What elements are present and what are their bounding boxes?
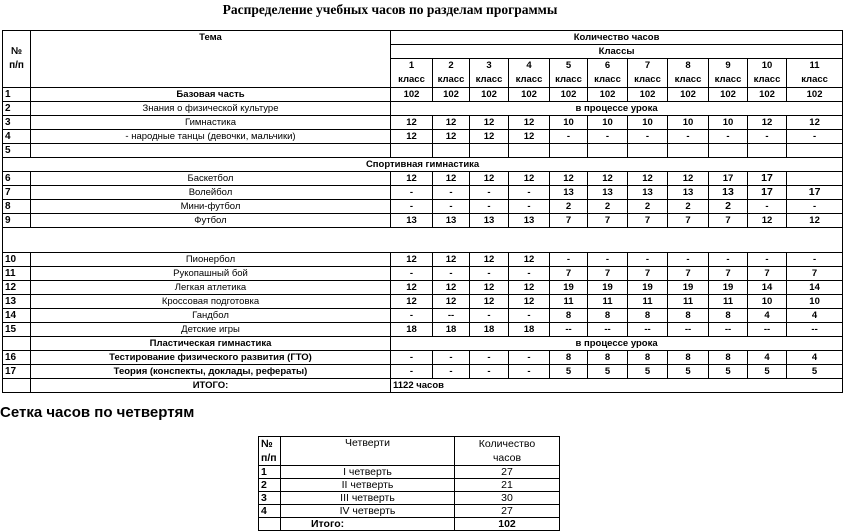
hours-cell: 12 [550, 172, 588, 186]
row-topic: Пионербол [31, 253, 391, 267]
hours-cell: 7 [588, 267, 628, 281]
hours-cell: - [550, 130, 588, 144]
table-row [3, 351, 843, 365]
hours-cell: 17 [748, 172, 787, 186]
hours-cell: 12 [433, 116, 470, 130]
hours-cell: 18 [470, 323, 509, 337]
hours-cell: - [748, 130, 787, 144]
hours-cell: 7 [709, 214, 748, 228]
hours-cell: - [668, 130, 709, 144]
hours-cell: - [628, 253, 668, 267]
table-row [3, 214, 843, 228]
quarter-name: II четверть [281, 479, 455, 492]
hours-cell: 13 [709, 186, 748, 200]
hours-cell: 11 [668, 295, 709, 309]
row-number: 15 [3, 323, 31, 337]
table-row [3, 267, 843, 281]
row-number: 6 [3, 172, 31, 186]
row-number: 17 [3, 365, 31, 379]
table-row [3, 365, 843, 379]
hours-cell: 4 [787, 309, 843, 323]
hours-cell: - [787, 200, 843, 214]
hours-cell: 19 [709, 281, 748, 295]
hours-cell: 12 [509, 130, 550, 144]
quarters-total-value: 102 [455, 518, 560, 531]
hours-cell: 12 [470, 172, 509, 186]
hours-cell: 12 [470, 281, 509, 295]
row-number: 11 [3, 267, 31, 281]
row-number: 12 [3, 281, 31, 295]
hours-cell: 8 [628, 351, 668, 365]
table-row [3, 295, 843, 309]
hours-cell: - [391, 267, 433, 281]
hours-cell: -- [550, 323, 588, 337]
hours-cell: 7 [628, 267, 668, 281]
hours-cell: 102 [433, 88, 470, 102]
quarters-header-num: № п/п [259, 437, 281, 466]
row-number: 7 [3, 186, 31, 200]
hours-cell: 12 [628, 172, 668, 186]
table-row [3, 253, 843, 267]
quarters-header-row [259, 437, 560, 466]
row-number: 10 [3, 253, 31, 267]
hours-cell: 12 [668, 172, 709, 186]
hours-cell: 5 [668, 365, 709, 379]
table-row [3, 337, 843, 351]
quarter-row [259, 466, 560, 479]
row-topic: Теория (конспекты, доклады, рефераты) [31, 365, 391, 379]
hours-cell: 4 [787, 351, 843, 365]
quarter-name: III четверть [281, 492, 455, 505]
page-title: Распределение учебных часов по разделам программы [222, 2, 558, 17]
table-row [3, 102, 843, 116]
table-row [3, 144, 843, 158]
row-topic: Детские игры [31, 323, 391, 337]
row-number: 9 [3, 214, 31, 228]
hours-cell: 8 [550, 309, 588, 323]
quarters-header-quarter: Четверти [281, 437, 455, 466]
grade-header: 1 класс [391, 59, 433, 88]
hours-cell: 12 [787, 116, 843, 130]
hours-cell: 5 [550, 365, 588, 379]
hours-cell: 8 [709, 309, 748, 323]
hours-cell: 8 [668, 309, 709, 323]
hours-cell: 102 [748, 88, 787, 102]
grade-header: 8 класс [668, 59, 709, 88]
table-section-row [3, 158, 843, 172]
grade-header: 6 класс [588, 59, 628, 88]
hours-cell: - [470, 309, 509, 323]
hours-cell: 12 [509, 281, 550, 295]
quarters-total-label: Итого: [281, 518, 455, 531]
hours-cell: 10 [709, 116, 748, 130]
hours-cell: - [433, 267, 470, 281]
row-number: 1 [3, 88, 31, 102]
hours-cell: - [628, 130, 668, 144]
hours-cell: 8 [628, 309, 668, 323]
hours-cell: 19 [550, 281, 588, 295]
hours-cell: 12 [470, 253, 509, 267]
hours-cell: - [470, 267, 509, 281]
row-topic: Баскетбол [31, 172, 391, 186]
row-topic: Знания о физической культуре [31, 102, 391, 116]
hours-cell: 8 [588, 351, 628, 365]
hours-cell: 102 [391, 88, 433, 102]
quarter-row [259, 505, 560, 518]
hours-cell: 2 [668, 200, 709, 214]
table-spacer-row [3, 228, 843, 253]
hours-cell: 12 [470, 295, 509, 309]
hours-cell: 14 [748, 281, 787, 295]
hours-cell: 12 [391, 116, 433, 130]
hours-cell: 7 [709, 267, 748, 281]
hours-cell: - [787, 130, 843, 144]
hours-cell: 12 [433, 130, 470, 144]
hours-cell: 8 [709, 351, 748, 365]
hours-cell: 2 [709, 200, 748, 214]
hours-cell: -- [709, 323, 748, 337]
hours-cell: - [588, 253, 628, 267]
quarters-table [258, 436, 560, 531]
hours-cell: 12 [787, 214, 843, 228]
quarter-number: 2 [259, 479, 281, 492]
hours-cell: 102 [509, 88, 550, 102]
hours-cell: 19 [668, 281, 709, 295]
hours-cell: 7 [550, 214, 588, 228]
row-span-text: в процессе урока [391, 102, 843, 116]
hours-cell: 12 [391, 253, 433, 267]
row-topic: Легкая атлетика [31, 281, 391, 295]
hours-cell: 8 [550, 351, 588, 365]
hours-cell: - [509, 200, 550, 214]
hours-cell: 102 [668, 88, 709, 102]
quarter-row [259, 479, 560, 492]
quarter-row [259, 492, 560, 505]
hours-cell: 7 [787, 267, 843, 281]
quarter-hours: 21 [455, 479, 560, 492]
hours-cell: 10 [628, 116, 668, 130]
hours-cell: - [787, 253, 843, 267]
hours-distribution-table [2, 30, 843, 393]
hours-cell: 19 [628, 281, 668, 295]
hours-cell: 102 [709, 88, 748, 102]
hours-cell: 18 [433, 323, 470, 337]
hours-cell: 2 [588, 200, 628, 214]
hours-cell: 102 [550, 88, 588, 102]
total-label: ИТОГО: [31, 379, 391, 393]
row-number: 5 [3, 144, 31, 158]
hours-cell: 7 [628, 214, 668, 228]
hours-cell: 12 [470, 130, 509, 144]
hours-cell: - [470, 351, 509, 365]
hours-cell: 10 [748, 295, 787, 309]
hours-cell: 12 [391, 172, 433, 186]
hours-cell: 102 [588, 88, 628, 102]
hours-cell: 11 [709, 295, 748, 309]
hours-cell: 7 [550, 267, 588, 281]
hours-cell: 8 [668, 351, 709, 365]
section-title: Сетка часов по четвертям [0, 404, 195, 421]
header-topic: Тема [31, 31, 391, 88]
hours-cell: - [391, 200, 433, 214]
hours-cell: 12 [433, 281, 470, 295]
row-number: 14 [3, 309, 31, 323]
hours-cell: -- [433, 309, 470, 323]
hours-cell: 2 [628, 200, 668, 214]
row-topic: Пластическая гимнастика [31, 337, 391, 351]
hours-cell: 10 [588, 116, 628, 130]
hours-cell: 13 [433, 214, 470, 228]
grade-header: 3 класс [470, 59, 509, 88]
hours-cell: 5 [787, 365, 843, 379]
table-row [3, 172, 843, 186]
hours-cell: 12 [391, 295, 433, 309]
row-topic: Гандбол [31, 309, 391, 323]
hours-cell: - [433, 186, 470, 200]
hours-cell: 11 [588, 295, 628, 309]
quarters-total-row [259, 518, 560, 531]
hours-cell: 19 [588, 281, 628, 295]
header-classes: Классы [391, 45, 843, 59]
hours-cell: 17 [748, 186, 787, 200]
hours-cell: 10 [668, 116, 709, 130]
hours-cell: 12 [433, 172, 470, 186]
row-topic: Футбол [31, 214, 391, 228]
row-number: 2 [3, 102, 31, 116]
hours-cell: - [709, 130, 748, 144]
hours-cell: 102 [628, 88, 668, 102]
total-value: 1122 часов [391, 379, 843, 393]
hours-cell: -- [787, 323, 843, 337]
hours-cell: 12 [433, 295, 470, 309]
hours-cell: 17 [709, 172, 748, 186]
hours-cell: -- [748, 323, 787, 337]
hours-cell: - [391, 309, 433, 323]
hours-cell: 14 [787, 281, 843, 295]
quarter-number: 3 [259, 492, 281, 505]
hours-cell: 12 [509, 253, 550, 267]
table-row [3, 309, 843, 323]
row-topic: Мини-футбол [31, 200, 391, 214]
hours-cell: - [509, 267, 550, 281]
hours-cell: -- [668, 323, 709, 337]
hours-cell: 18 [509, 323, 550, 337]
row-topic: Базовая часть [31, 88, 391, 102]
row-topic: Волейбол [31, 186, 391, 200]
hours-cell: - [433, 365, 470, 379]
row-topic: Гимнастика [31, 116, 391, 130]
table-row [3, 323, 843, 337]
hours-cell: 12 [509, 116, 550, 130]
hours-cell: 12 [433, 253, 470, 267]
hours-cell: 12 [470, 116, 509, 130]
row-topic: Кроссовая подготовка [31, 295, 391, 309]
table-row [3, 200, 843, 214]
hours-cell: 13 [668, 186, 709, 200]
quarter-name: IV четверть [281, 505, 455, 518]
hours-cell: - [588, 130, 628, 144]
hours-cell: 11 [550, 295, 588, 309]
hours-cell: 5 [709, 365, 748, 379]
table-row [3, 130, 843, 144]
hours-cell: - [470, 200, 509, 214]
hours-cell: 4 [748, 309, 787, 323]
hours-cell: - [668, 253, 709, 267]
hours-cell: 12 [391, 281, 433, 295]
hours-cell: - [470, 186, 509, 200]
hours-cell: 12 [748, 214, 787, 228]
row-topic: - народные танцы (девочки, мальчики) [31, 130, 391, 144]
hours-cell: 12 [588, 172, 628, 186]
hours-cell: 10 [787, 295, 843, 309]
hours-cell: - [509, 186, 550, 200]
hours-cell: 7 [748, 267, 787, 281]
grade-header: 10 класс [748, 59, 787, 88]
hours-cell: 5 [628, 365, 668, 379]
hours-cell: 7 [668, 214, 709, 228]
hours-cell: 7 [588, 214, 628, 228]
row-number: 16 [3, 351, 31, 365]
hours-cell: -- [588, 323, 628, 337]
table-row [3, 116, 843, 130]
quarter-name: I четверть [281, 466, 455, 479]
hours-cell: 13 [509, 214, 550, 228]
grade-header: 4 класс [509, 59, 550, 88]
hours-cell: - [509, 365, 550, 379]
header-hours: Количество часов [391, 31, 843, 45]
table-row [3, 186, 843, 200]
grade-header: 2 класс [433, 59, 470, 88]
grade-header: 5 класс [550, 59, 588, 88]
row-number: 4 [3, 130, 31, 144]
hours-cell: 12 [509, 172, 550, 186]
hours-cell: 2 [550, 200, 588, 214]
hours-cell: - [709, 253, 748, 267]
hours-cell: - [509, 309, 550, 323]
header-row-1 [3, 31, 843, 45]
hours-cell: 11 [628, 295, 668, 309]
hours-cell: 12 [748, 116, 787, 130]
table-total-row [3, 379, 843, 393]
hours-cell: - [391, 351, 433, 365]
quarter-hours: 30 [455, 492, 560, 505]
table-row [3, 88, 843, 102]
row-number: 13 [3, 295, 31, 309]
hours-cell: 13 [588, 186, 628, 200]
row-number: 3 [3, 116, 31, 130]
quarters-header-hours: Количество часов [455, 437, 560, 466]
hours-cell: 13 [391, 214, 433, 228]
hours-cell: 7 [668, 267, 709, 281]
quarter-hours: 27 [455, 505, 560, 518]
hours-cell: 13 [628, 186, 668, 200]
hours-cell: 12 [509, 295, 550, 309]
hours-cell: - [509, 351, 550, 365]
hours-cell: - [391, 186, 433, 200]
hours-cell: 4 [748, 351, 787, 365]
grade-header: 11 класс [787, 59, 843, 88]
hours-cell: - [391, 365, 433, 379]
hours-cell: - [748, 200, 787, 214]
hours-cell: - [748, 253, 787, 267]
hours-cell: 5 [588, 365, 628, 379]
table-row [3, 281, 843, 295]
hours-cell: 10 [550, 116, 588, 130]
row-topic: Рукопашный бой [31, 267, 391, 281]
hours-cell: 5 [748, 365, 787, 379]
hours-cell: 13 [550, 186, 588, 200]
hours-cell: -- [628, 323, 668, 337]
hours-cell: - [470, 365, 509, 379]
hours-cell: 18 [391, 323, 433, 337]
row-topic: Тестирование физического развития (ГТО) [31, 351, 391, 365]
hours-cell: 12 [391, 130, 433, 144]
quarter-number: 4 [259, 505, 281, 518]
header-num: № п/п [3, 31, 31, 88]
quarter-number: 1 [259, 466, 281, 479]
hours-cell: - [550, 253, 588, 267]
hours-cell: - [433, 351, 470, 365]
hours-cell: 8 [588, 309, 628, 323]
hours-cell: 13 [470, 214, 509, 228]
hours-cell: 17 [787, 186, 843, 200]
grade-header: 7 класс [628, 59, 668, 88]
hours-cell: 102 [787, 88, 843, 102]
row-span-text: в процессе урока [391, 337, 843, 351]
quarter-hours: 27 [455, 466, 560, 479]
section-sport-gymnastics: Спортивная гимнастика [3, 158, 843, 172]
hours-cell: 102 [470, 88, 509, 102]
row-number: 8 [3, 200, 31, 214]
hours-cell: - [433, 200, 470, 214]
grade-header: 9 класс [709, 59, 748, 88]
